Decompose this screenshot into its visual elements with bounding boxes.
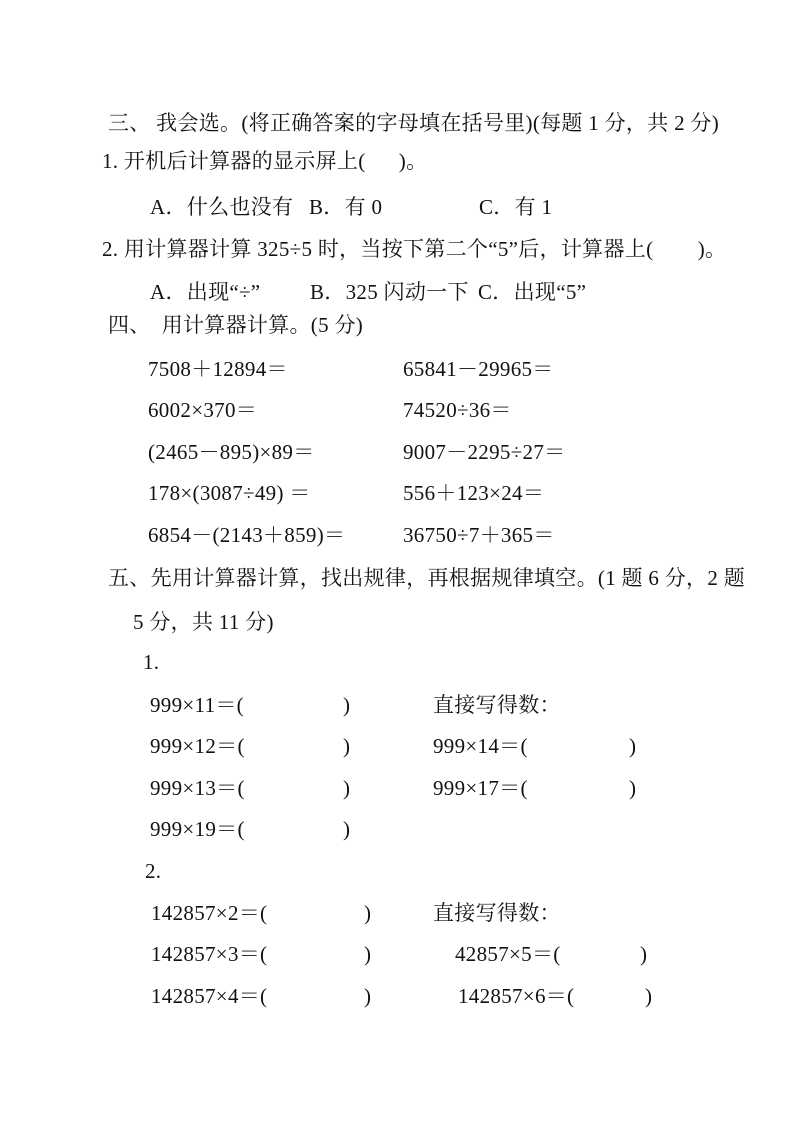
section-five-heading-line2: 5 分，共 11 分) <box>133 610 274 634</box>
section-five-heading-line1: 五、先用计算器计算，找出规律，再根据规律填空。(1 题 6 分，2 题 <box>108 566 745 590</box>
calc-expression: 65841－29965＝ <box>403 357 554 381</box>
calc-expression: 556＋123×24＝ <box>403 481 545 505</box>
question-2-option-c: C．出现“5” <box>478 280 587 304</box>
pattern-expression: 42857×5＝( <box>455 942 561 966</box>
pattern-expression: 142857×4＝( <box>151 984 268 1008</box>
calc-expression: (2465－895)×89＝ <box>148 440 315 464</box>
pattern-expression: 999×11＝( <box>150 693 244 717</box>
pattern-expression: 999×13＝( <box>150 776 245 800</box>
pattern-expression: 999×17＝( <box>433 776 528 800</box>
close-paren: ) <box>364 901 372 925</box>
direct-write-hint: 直接写得数： <box>433 901 561 925</box>
close-paren: ) <box>343 776 351 800</box>
direct-write-hint: 直接写得数： <box>433 693 561 717</box>
calc-expression: 178×(3087÷49) ＝ <box>148 481 311 505</box>
question-2-option-b: B．325 闪动一下 <box>310 280 469 304</box>
question-1-text: 1. 开机后计算器的显示屏上( )。 <box>102 149 428 173</box>
close-paren: ) <box>364 942 372 966</box>
close-paren: ) <box>645 984 653 1008</box>
close-paren: ) <box>343 734 351 758</box>
pattern-expression: 142857×2＝( <box>151 901 268 925</box>
close-paren: ) <box>364 984 372 1008</box>
pattern-expression: 999×19＝( <box>150 817 245 841</box>
pattern-expression: 999×12＝( <box>150 734 245 758</box>
pattern-expression: 142857×3＝( <box>151 942 268 966</box>
section-three-heading: 三、 我会选。(将正确答案的字母填在括号里)(每题 1 分，共 2 分) <box>108 111 720 135</box>
calc-expression: 6854－(2143＋859)＝ <box>148 523 346 547</box>
close-paren: ) <box>343 817 351 841</box>
close-paren: ) <box>629 734 637 758</box>
calc-expression: 74520÷36＝ <box>403 398 512 422</box>
close-paren: ) <box>629 776 637 800</box>
question-2-option-a: A．出现“÷” <box>150 280 261 304</box>
close-paren: ) <box>640 942 648 966</box>
section-four-heading: 四、 用计算器计算。(5 分) <box>108 313 364 337</box>
calc-expression: 36750÷7＋365＝ <box>403 523 555 547</box>
pattern-expression: 142857×6＝( <box>458 984 575 1008</box>
calc-expression: 6002×370＝ <box>148 398 258 422</box>
part-2-label: 2. <box>145 859 162 883</box>
question-1-option-c: C．有 1 <box>479 195 553 219</box>
part-1-label: 1. <box>143 650 160 674</box>
question-2-text: 2. 用计算器计算 325÷5 时，当按下第二个“5”后，计算器上( )。 <box>102 237 727 261</box>
calc-expression: 9007－2295÷27＝ <box>403 440 566 464</box>
pattern-expression: 999×14＝( <box>433 734 528 758</box>
calc-expression: 7508＋12894＝ <box>148 357 288 381</box>
question-1-option-a: A．什么也没有 <box>150 195 294 219</box>
close-paren: ) <box>343 693 351 717</box>
question-1-option-b: B．有 0 <box>309 195 383 219</box>
